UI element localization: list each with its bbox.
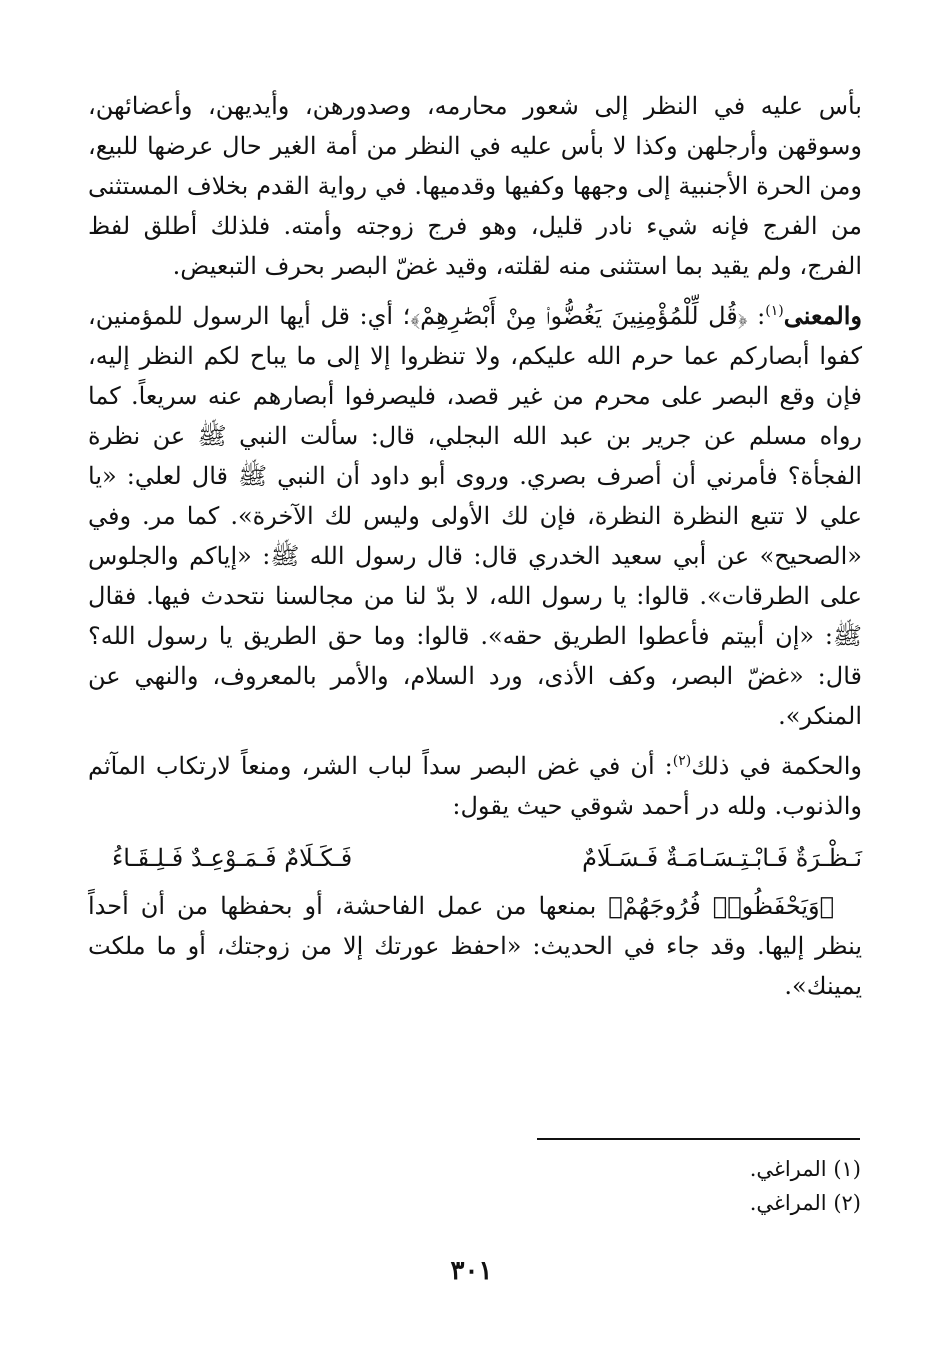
paragraph-1: بأس عليه في النظر إلى شعور محارمه، وصدورهن، وأيديهن، وأعضائهن، وسوقهن وأرجلهن وكذا لا بأس عليه في النظر من أمة الغير حال عرضها للبيع، ومن الحرة الأجنبية إلى وجهها وكفيها وقدميها. في رواية القدم بخلاف المستثنى من الفرج فإنه شيء نادر قليل، وهو فرج زوجته وأمته. فلذلك أطلق لفظ الفرج، ولم يقيد بما استثنى منه لقلته، وقيد غضّ البصر بحرف التبعيض. (88, 92, 862, 280)
footnotes (461, 1152, 861, 1220)
paragraph-2-lead: والمعنى (783, 301, 862, 330)
paragraph-3 (88, 746, 862, 826)
paragraph-3-text: : أن في غض البصر سداً لباب الشر، ومنعاً لارتكاب المآثم والذنوب. ولله در أحمد شوقي حيث يقول: (88, 752, 862, 820)
poem-hemistich-left: فَـكَـلَامٌ فَـمَـوْعِـدٌ فَـلِـقَـاءُ (112, 844, 353, 872)
paragraph-3-lead: والحكمة في ذلك (691, 752, 862, 780)
footnote-2: (٢) المراغي. (749, 1191, 861, 1215)
footnote-ref-2[interactable]: (٢) (672, 753, 692, 769)
paragraph-4: ﴿وَيَحْفَظُوا۟ فُرُوجَهُمْ﴾ بمنعها من عمل الفاحشة، أو بحفظها من أن أحداً ينظر إليها. وقد جاء في الحديث: «احفظ عورتك إلا من زوجتك، أو ما ملكت يمينك». (88, 892, 862, 1000)
footnote-divider (537, 1138, 860, 1140)
footnote-1: (١) المراغي. (749, 1157, 861, 1181)
footnote-ref-1[interactable]: (١) (765, 303, 784, 319)
poem-verse (88, 836, 862, 880)
paragraph-2-text: : ﴿قُل لِّلْمُؤْمِنِينَ يَغُضُّوا۟ مِنْ أَبْصَٰرِهِمْ﴾؛ أي: قل أيها الرسول للمؤمنين، كفوا أبصاركم عما حرم الله عليكم، ولا تنظروا إلا إلى ما يباح لكم النظر إليه، فإن وقع البصر على محرم من غير قصد، فليصرفوا أبصارهم عنه سريعاً. كما رواه مسلم عن جرير بن عبد الله البجلي، قال: سألت النبي ﷺ عن نظرة الفجأة؟ فأمرني أن أصرف بصري. وروى أبو داود أن النبي ﷺ قال لعلي: «يا علي لا تتبع النظرة النظرة، فإن لك الأولى وليس لك الآخرة». كما مر. وفي «الصحيح» عن أبي سعيد الخدري قال: قال رسول الله ﷺ: «إياكم والجلوس على الطرقات». قالوا: يا رسول الله، لا بدّ لنا من مجالسنا نتحدث فيها. فقال ﷺ: «إن أبيتم فأعطوا الطريق حقه». قالوا: وما حق الطريق يا رسول الله؟ قال: «غضّ البصر، وكف الأذى، ورد السلام، والأمر بالمعروف، والنهي عن المنكر». (88, 302, 863, 730)
page-number: ٣٠١ (450, 1256, 493, 1286)
page-body (88, 86, 862, 1016)
poem-hemistich-right: نَـظْـرَةٌ فَـابْـتِـسَـامَـةٌ فَـسَـلَامٌ (582, 844, 862, 872)
paragraph-2 (88, 296, 862, 736)
